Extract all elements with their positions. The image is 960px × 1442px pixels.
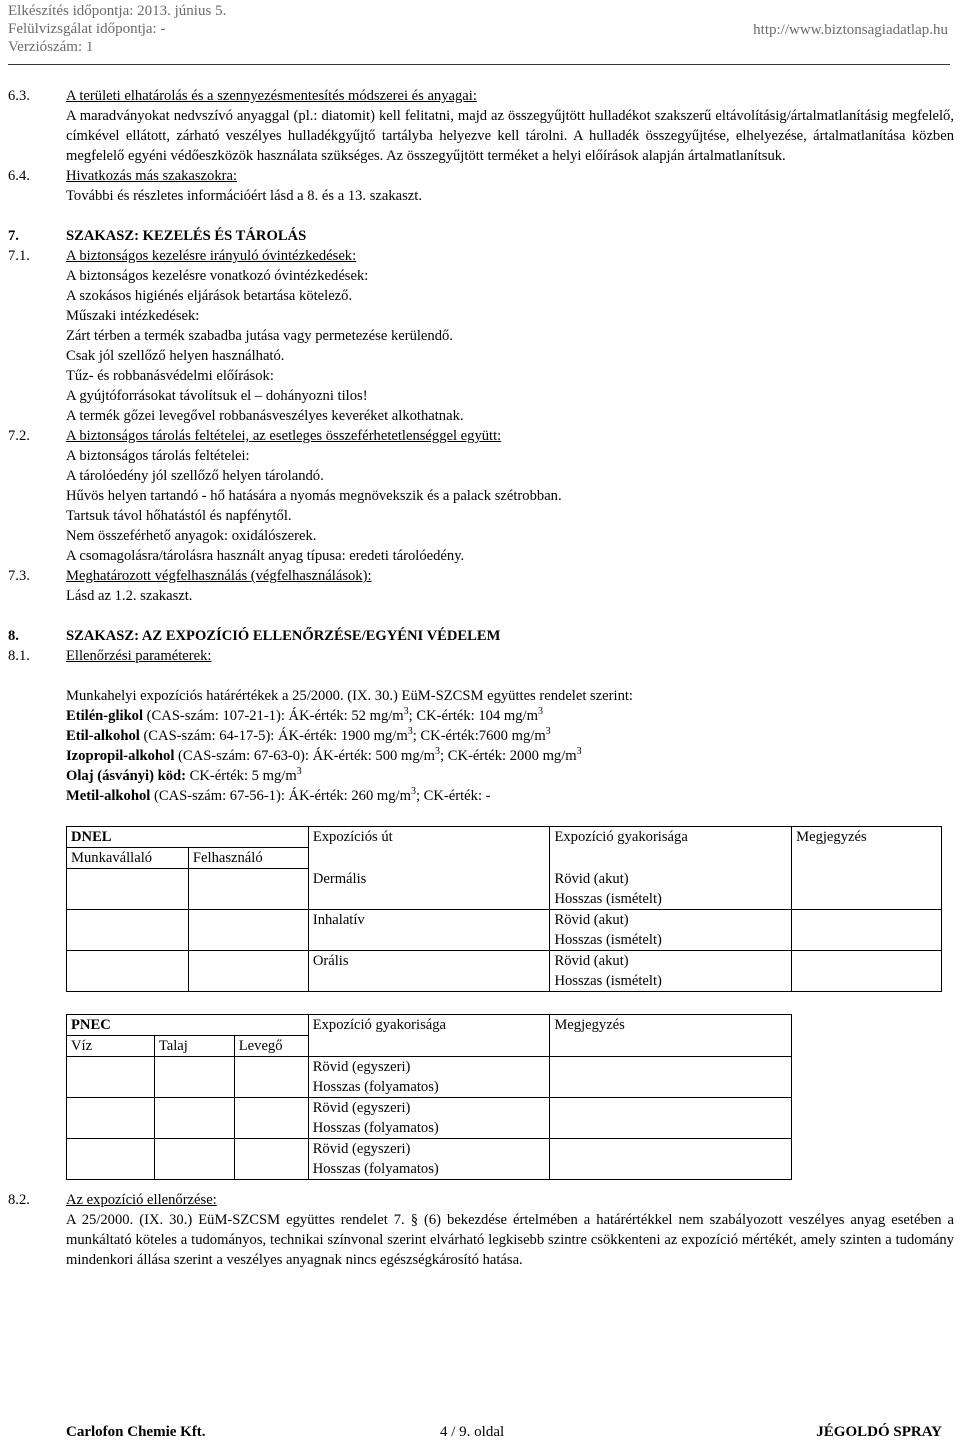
limit-text: ; CK-érték:7600 mg/m — [412, 728, 546, 744]
unit-exponent: 3 — [537, 706, 543, 717]
section-title: A biztonságos kezelésre irányuló óvintézkedések: — [66, 248, 357, 264]
text-line: Zárt térben a termék szabadba jutása vagy permetezése kerülendő. — [66, 328, 453, 344]
section-title: Az expozíció ellenőrzése: — [66, 1191, 217, 1208]
page-footer — [66, 1422, 942, 1442]
text-line: A csomagolásra/tárolásra használt anyag típusa: eredeti tárolóedény. — [66, 548, 465, 564]
text-line: A termék gőzei levegővel robbanásveszélyes keveréket alkothatnak. — [66, 408, 464, 424]
section-7 — [8, 226, 954, 246]
table-row — [67, 1138, 792, 1179]
table-cell: Rövid (egyszeri) Hosszas (folyamatos) — [308, 1097, 550, 1138]
table-row — [67, 1097, 792, 1138]
table-subheader: Levegő — [234, 1035, 308, 1056]
footer-product: JÉGOLDÓ SPRAY — [816, 1424, 942, 1440]
unit-exponent: 3 — [410, 786, 416, 797]
section-heading: SZAKASZ: KEZELÉS ÉS TÁROLÁS — [66, 228, 307, 244]
table-header: Expozíciós út — [308, 827, 550, 848]
limit-text: (CAS-szám: 107-21-1): ÁK-érték: 52 mg/m — [143, 708, 404, 724]
footer-company: Carlofon Chemie Kft. — [66, 1424, 206, 1440]
unit-exponent: 3 — [407, 726, 413, 737]
limit-row — [66, 766, 954, 786]
limit-text: CK-érték: 5 mg/m — [186, 768, 297, 784]
table-title: DNEL — [67, 827, 309, 848]
section-title: Hivatkozás más szakaszokra: — [66, 168, 238, 184]
table-subheader: Talaj — [154, 1035, 234, 1056]
limit-text: ; CK-érték: 104 mg/m — [408, 708, 538, 724]
section-number: 6.3. — [8, 88, 30, 104]
section-8-2 — [8, 1190, 954, 1270]
limit-row — [66, 746, 954, 766]
limit-text: (CAS-szám: 67-56-1): ÁK-érték: 260 mg/m — [150, 788, 411, 804]
table-cell: Rövid (egyszeri) Hosszas (folyamatos) — [308, 1056, 550, 1097]
section-text: Lásd az 1.2. szakaszt. — [66, 588, 193, 604]
table-header: Megjegyzés — [550, 1014, 792, 1035]
section-8-1 — [8, 646, 954, 1180]
section-7-1 — [8, 246, 954, 426]
header-review-date: Felülvizsgálat időpontja: - — [8, 21, 166, 37]
text-line: Nem összeférhető anyagok: oxidálószerek. — [66, 528, 317, 544]
table-row — [67, 1014, 792, 1035]
table-row — [67, 827, 942, 848]
header-divider — [8, 64, 950, 65]
table-title: PNEC — [67, 1014, 309, 1035]
section-number: 7.3. — [8, 568, 30, 584]
section-8 — [8, 626, 954, 646]
limits-intro: Munkahelyi expozíciós határértékek a 25/2000. (IX. 30.) EüM-SZCSM együttes rendelet szerint: — [66, 688, 633, 704]
table-row — [67, 869, 942, 910]
substance-name: Etilén-glikol — [66, 708, 144, 724]
limit-text: (CAS-szám: 64-17-5): ÁK-érték: 1900 mg/m — [139, 728, 408, 744]
section-7-2 — [8, 426, 954, 566]
section-number: 7. — [8, 228, 19, 244]
text-line: Tűz- és robbanásvédelmi előírások: — [66, 368, 274, 384]
substance-name: Etil-alkohol — [66, 728, 140, 744]
section-number: 8. — [8, 628, 19, 644]
section-heading: SZAKASZ: AZ EXPOZÍCIÓ ELLENŐRZÉSE/EGYÉNI VÉDELEM — [66, 628, 501, 644]
header-version: Verziószám: 1 — [8, 39, 94, 55]
table-subheader: Víz — [67, 1035, 155, 1056]
table-cell: Rövid (akut) Hosszas (ismételt) — [550, 950, 792, 991]
section-number: 8.2. — [8, 1191, 30, 1208]
table-row — [67, 1035, 792, 1056]
text-line: A biztonságos tárolás feltételei: — [66, 448, 250, 464]
table-cell: Dermális — [308, 869, 550, 910]
dnel-table — [66, 826, 942, 992]
unit-exponent: 3 — [403, 706, 409, 717]
text-line: A szokásos higiénés eljárások betartása kötelező. — [66, 288, 353, 304]
limit-text: (CAS-szám: 67-63-0): ÁK-érték: 500 mg/m — [174, 748, 436, 764]
unit-exponent: 3 — [545, 726, 551, 737]
section-7-3 — [8, 566, 954, 606]
substance-name: Metil-alkohol — [66, 788, 151, 804]
table-subheader: Felhasználó — [188, 848, 308, 869]
document-body — [8, 86, 954, 1270]
header-created-date: Elkészítés időpontja: 2013. június 5. — [8, 3, 227, 19]
table-cell: Rövid (akut) Hosszas (ismételt) — [550, 869, 792, 910]
section-title: A biztonságos tárolás feltételei, az esetleges összeférhetetlenséggel együtt: — [66, 428, 502, 444]
page-header — [8, 2, 226, 56]
text-line: Tartsuk távol hőhatástól és napfénytől. — [66, 508, 292, 524]
limit-row — [66, 786, 954, 806]
table-row — [67, 950, 942, 991]
text-line: Műszaki intézkedések: — [66, 308, 200, 324]
section-title: Ellenőrzési paraméterek: — [66, 648, 212, 664]
unit-exponent: 3 — [435, 746, 441, 757]
substance-name: Olaj (ásványi) köd: — [66, 768, 187, 784]
pnec-table — [66, 1014, 792, 1180]
table-cell: Rövid (akut) Hosszas (ismételt) — [550, 909, 792, 950]
limit-row — [66, 706, 954, 726]
section-number: 6.4. — [8, 168, 30, 184]
section-text: További és részletes információért lásd a 8. és a 13. szakaszt. — [66, 188, 422, 204]
text-line: A tárolóedény jól szellőző helyen tárolandó. — [66, 468, 324, 484]
table-header: Expozíció gyakorisága — [308, 1014, 550, 1035]
table-cell: Rövid (egyszeri) Hosszas (folyamatos) — [308, 1138, 550, 1179]
section-number: 7.1. — [8, 248, 30, 264]
limit-text: ; CK-érték: 2000 mg/m — [440, 748, 577, 764]
section-title: Meghatározott végfelhasználás (végfelhasználások): — [66, 568, 372, 584]
limit-text: ; CK-érték: - — [415, 788, 491, 804]
table-row — [67, 848, 942, 869]
section-text: A 25/2000. (IX. 30.) EüM-SZCSM együttes rendelet 7. § (6) bekezdése értelmében a határértékkel nem szabályozott veszélyes anyag esetében a munkáltató köteles a tudományos, technikai színvonal szerint elvárható legkisebb szintre csökkenteni az expozíció mértékét, amely szinten a tudomány mindenkori állása szerint a veszélyes anyagnak nincs egészségkárosító hatása. — [66, 1211, 954, 1268]
substance-name: Izopropil-alkohol — [66, 748, 175, 764]
text-line: Hűvös helyen tartandó - hő hatására a nyomás megnövekszik és a palack szétrobban. — [66, 488, 562, 504]
text-line: A gyújtóforrásokat távolítsuk el – dohányozni tilos! — [66, 388, 368, 404]
section-text: A maradványokat nedvszívó anyaggal (pl.: diatomit) kell felitatni, majd az összegyűjtött hulladékot szakszerű eltávolításig/ártalmatlanításig megfelelő, címkével ellátott, zárható veszélyes hulladékgyűjtő tartályba helyezve kell tárolni. A hulladék összegyűjtése, elhelyezése, ártalmatlanítása közben megfelelő egyéni védőeszközök használata szükséges. Az összegyűjtött terméket a helyi előírások alapján ártalmatlanítsuk. — [66, 108, 954, 164]
table-cell: Orális — [308, 950, 550, 991]
footer-page-number: 4 / 9. oldal — [440, 1424, 505, 1440]
unit-exponent: 3 — [576, 746, 582, 757]
section-number: 8.1. — [8, 648, 30, 664]
table-row — [67, 909, 942, 950]
section-6-3 — [8, 86, 954, 166]
text-line: A biztonságos kezelésre vonatkozó óvintézkedések: — [66, 268, 369, 284]
table-subheader: Munkavállaló — [67, 848, 189, 869]
table-header: Megjegyzés — [792, 827, 942, 848]
section-6-4 — [8, 166, 954, 206]
header-url: http://www.biztonsagiadatlap.hu — [753, 22, 948, 38]
section-title: A területi elhatárolás és a szennyezésmentesítés módszerei és anyagai: — [66, 88, 477, 104]
unit-exponent: 3 — [296, 766, 302, 777]
limit-row — [66, 726, 954, 746]
text-line: Csak jól szellőző helyen használható. — [66, 348, 285, 364]
table-cell: Inhalatív — [308, 909, 550, 950]
table-row — [67, 1056, 792, 1097]
table-header: Expozíció gyakorisága — [550, 827, 792, 848]
section-number: 7.2. — [8, 428, 30, 444]
